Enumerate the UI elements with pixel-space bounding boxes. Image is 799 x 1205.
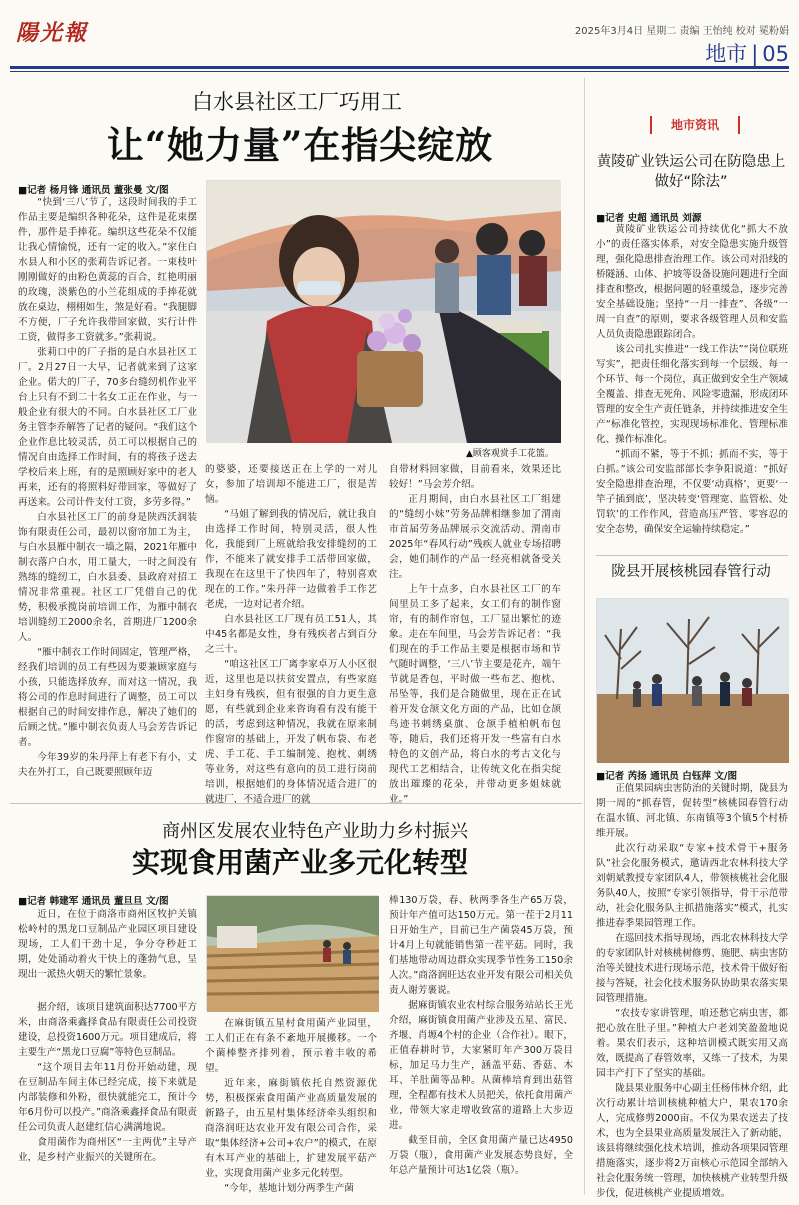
paragraph: 棒130万袋，春、秋两季各生产65万袋，预计年产值可达150万元。第一茬于2月11日开始生产，目前已生产菌袋45万袋，预计4月上旬就能销售第一茬平菇。同时，我们基地带动周边群众实现季节性务工150余人次。”商洛润旺达农业开发有限公司相关负责人谢芳裹说。	[389, 895, 573, 996]
paragraph: “咱这社区工厂离李家卓万人小区很近，这里也是以扶贫安置点，有些家庭主妇身有残疾，但有很强的自力更生意愿，有些就到企业来咨询看有没有能干的活，考虑到这种情况，我就在原来制作窗帘的基础上，开发了帆布袋、布老虎、手工花、手工编制笼、抱枕、刺绣等业务，对这些有意向的员工进行岗前培训，根据她们的身体情况适合进厂的就进厂，不适合进厂的就	[205, 659, 377, 805]
article2-col2	[205, 1016, 377, 1195]
sidebar-story1-byline: ■记者 史超 通讯员 刘源	[596, 213, 702, 224]
paragraph: 据麻街镇农业农村综合服务站站长王光介绍，麻街镇食用菌产业涉及五星、富民、齐堰、肖塬4个村的企业（合作社）。眼下，正值春耕时节，大家紧盯年产300万袋目标，加足马力生产，涵盖平菇、香菇、木耳、羊肚菌等品种。从菌棒培育到出菇管理，全程都有技术人员把关，依托食用菌产业，带领大家走增收致富的道路上大步迈进。	[389, 1000, 573, 1131]
article1-photo	[206, 180, 560, 442]
article2-photo	[206, 895, 378, 1011]
paragraph: 张莉口中的厂子指的是白水县社区工厂。2月27日一大早，记者就来到了这家企业。偌大的厂子，70多台缝纫机作业平台上只有不到二十名女工正在作业，与一般企业有很大的不同。白水县社区工厂业务主管李乔解答了记者的疑问。“我们这个企业作息比较灵活，员工可以根据自己的情况自由选择工作时间，有的将孩子送去学校后来上班，有的是照顾好家中的老人再来，还有的将照料好带回家，等做好了再送来。公司计件支付工资，多劳多得。”	[18, 347, 197, 508]
issue-meta: 2025年3月4日 星期二 责编 王怡纯 校对 冕粉娟	[574, 26, 789, 37]
paragraph: “农技专家讲管理，咱还愁它病虫害，都把心放在肚子里。”种植大户老刘笑盈盈地说着。果农们表示，这种培训模式既实用又高效，既提高了春管效率，又练一了技术，为果园丰产打下了坚实的基础。	[596, 1008, 788, 1079]
sidebar-story2-title: 陇县开展核桃园春管行动	[611, 564, 771, 580]
paragraph: 上午十点多，白水县社区工厂的车间里员工多了起来，女工们有的制作窗帘，有的制作帘包，工厂显出繁忙的迹象。走在车间里，马会芳告诉记者：“我们现在的手工作品主要是根据市场和节气随时调整，‘三八’节主要是花卉，端午节就是香包，平时做一些布艺、抱枕、吊坠等，我们是合随做里，现在正在试着开发仓颉文化方面的产品，比如仓颉鸟迹书刺绣桌旗、仓颉手植柏帆布包等，随后，我们还将开发一些富有白水特色的文创产品，将白水的考古文化与现代工艺相结合，让传统文化在指尖绽放出璀璨的花朵，并带动更多姐妹就业。”	[389, 584, 561, 805]
sidebar-story1-title: 黄陵矿业铁运公司在防隐患上做好“除法”	[596, 154, 786, 190]
article2-col1	[18, 1000, 197, 1195]
paragraph: 在麻街镇五星村食用菌产业园里，工人们正在有条不紊地开展搬移。一个个菌棒整齐排列着，预示着丰收的希望。	[205, 1018, 377, 1074]
paragraph: “今年，基地计划分两季生产菌	[224, 1183, 354, 1194]
paragraph: 黄陵矿业铁运公司持续优化“抓大不放小”的责任落实体系，对安全隐患实施升级管理，强化隐患排查治理工作。该公司对沿线的桥隧涵、山体、护坡等设备设施问题进行全面排查和整改，根据问题的轻重缓急，逐步完善安全基础设施；坚持“一月一排查”、各级“一周一自查”的原则，要求各级管理人员和安监人员负责隐患跟踪闭合。	[596, 224, 788, 340]
sidebar-photo	[596, 598, 788, 762]
paragraph: 白水县社区工厂现有员工51人，其中45名都是女性，身有残疾者占到百分之三十。	[205, 614, 377, 655]
paragraph: 据介绍，该项目建筑面积达7700平方米，由商洛乘鑫择食品有限责任公司投资建设，总投资1600万元。项目建成后，将主要生产“黑龙口豆腐”等特色豆制品。	[18, 1002, 197, 1058]
section-name: 地市	[705, 42, 748, 66]
paragraph: 正值果园病虫害防治的关键时期，陇县为期一周的“抓春管，促转型”核桃园春管行动在温水镇、河北镇、东南镇等3个镇5个村桥维开展。	[596, 783, 788, 839]
paragraph: 食用菌作为商州区“一主两优”主导产业，是乡村产业振兴的关键所在。	[18, 1137, 197, 1163]
paragraph: 今年39岁的朱丹萍上有老下有小，丈夫在外打工，自己既要照顾年迈	[18, 752, 197, 778]
page-number: 05	[762, 42, 789, 66]
sidebar-divider	[596, 555, 788, 556]
sidebar-story2-body	[596, 781, 788, 1199]
paragraph: 白水县社区工厂的前身是陕西沃润装饰有限责任公司，最初以窗帘加工为主，与白水县雁中制衣一墙之隔，2021年雁中制衣落户白水，用工量大，一时之间没有熟练的缝纫工，白水县委、县政府对招工情况非常重视。社区工厂凭借自己的优势，积极承揽岗前培训工作，为雁中制衣培训缝纫工2000余名，首期进厂1200余人。	[18, 512, 197, 643]
section-label: 地市 | 05	[705, 42, 789, 66]
header-rule-thin	[10, 71, 789, 72]
header-rule	[10, 66, 789, 69]
article-divider	[10, 803, 582, 804]
article1-photo-caption: ▲顾客观赏手工花篮。	[466, 449, 554, 459]
article1-col2	[205, 462, 377, 805]
paragraph: 此次行动采取“专家+技术骨干+服务队”社会化服务模式，邀请西北农林科技大学刘朝斌教授专家团队4人，带领核桃社会化服务队40人，按照“专家引领指导，骨干示范带动，社会化服务队主抓措施落实”模式，扎实推进春季果园管理工作。	[596, 843, 788, 929]
article1-subtitle: 白水县社区工厂巧用工	[192, 90, 402, 114]
paragraph: 自带材料回家做，目前看来，效果还比较好！”马会芳介绍。	[389, 464, 561, 490]
article2-subtitle: 商州区发展农业特色产业助力乡村振兴	[162, 821, 468, 842]
article2-headline: 实现食用菌产业多元化转型	[131, 846, 468, 879]
article1-col3	[389, 462, 561, 805]
article2-col1-top	[18, 907, 197, 997]
article2-byline: ■记者 韩建军 通讯员 董旦旦 文/图	[18, 896, 169, 907]
paragraph: “快到‘三八’节了，这段时间我的手工作品主要是编织各种花朵，这件是花束摆件，那件是手捧花。编织这些花朵不仅能让我心情愉悦，还有一定的收入。”家住白水县人和小区的张莉告诉记者。一束枝叶刚刚做好的由粉色黄蕊的百合，红艳明丽的玫瑰，淡紫色的小兰花组成的手捧花就放在桌边，栩栩如生，煞是好看。“我腿脚不方便，厂子允许我带回家做，实行计件工资，做得多工资就多。”张莉说。	[18, 197, 197, 343]
article1-byline: ■记者 杨月锋 通讯员 董张曼 文/图	[18, 185, 169, 196]
paragraph: 陇县果业服务中心副主任杨伟林介绍，此次行动累计培训核桃种植大户，果农170余人，完成修剪2000亩。不仅为果农送去了技术，也为全县果业高质量发展注入了新动能，该县将继续强化技术培训，推动各项果园管理措施落实，逐步将2万亩核心示范园全部纳入社会化服务统一管理，加快核桃产业转型升级步伐，促进核桃产业提质增效。	[596, 1083, 788, 1199]
article1-col1	[18, 195, 197, 789]
paragraph: 正月期间，由白水县社区工厂组建的“缝纫小妹”劳务品牌相继参加了渭南市首届劳务品牌展示交流活动、渭南市2025年“春风行动”残疾人就业专场招聘会，她们制作的产品一经亮相就备受关注。	[389, 494, 561, 580]
paragraph: 截至目前，全区食用菌产量已达4950万袋（瓶），食用菌产业发展态势良好，全年总产量预计可达1亿袋（瓶）。	[389, 1135, 573, 1176]
paragraph: 的婆婆，还要接送正在上学的一对儿女，参加了培训却不能进工厂，很是苦恼。	[205, 464, 377, 505]
paragraph: “抓而不紧，等于不抓；抓而不实，等于白抓。”该公司安监部部长李争阳说道：“抓好安全隐患排查治理，不仅要‘动真格’，更要‘一竿子插到底’，坚决转变‘管理宽、监管松、处罚软’的工作作风，营造高压严管、零容忍的安全态势，确保安全运输持续稳定。”	[596, 449, 788, 535]
sidebar-story2-byline: ■记者 芮扬 通讯员 白钰萍 文/图	[596, 771, 738, 782]
sidebar-section-tag: 地市资讯	[650, 116, 740, 134]
article1-headline: 让“她力量”在指尖绽放	[106, 123, 494, 167]
paragraph: “马姐了解到我的情况后，就让我自由选择工作时间，特别灵活，很人性化，我能到厂上班就给我安排缝纫的工作，不能来了就安排手工活带回家做，我现在在这里干了快四年了，特别喜欢现在的工作。”朱丹萍一边做着手工作艺老虎，一边对记者介绍。	[205, 509, 377, 610]
handcraft-photo	[207, 181, 561, 443]
paragraph: “这个项目去年11月份开始动建，现在豆制品车间主体已经完成，接下来就是内部装修和外粉，很快就能完工，预计今年6月份可以投产。”商洛乘鑫择食品有限责任公司负责人赵建红信心满满地说。	[18, 1062, 197, 1133]
paragraph: “雁中制衣工作时间固定，管理严格，经我们培训的员工有些因为要兼顾家庭与小孩，只能选择放弃，而对这一情况，我将公司的作息时间进行了调整，员工可以根据自己的时间安排作息，解决了她们的后顾之忧。”雁中制衣负责人马会芳告诉记者。	[18, 647, 197, 748]
orchard-photo	[597, 599, 789, 763]
paragraph: 近年来，麻街镇依托自然资源优势，积极探索食用菌产业高质量发展的新路子，由五星村集体经济牵头组织和商洛润旺达农业开发有限公司合作，采取“集体经济+公司+农户”的模式，在原有木耳产业的基础上，扩建发展平菇产业，实现食用菌产业多元化转型。	[205, 1078, 377, 1179]
sidebar-story1-body	[596, 222, 788, 552]
mushroom-farm-photo	[207, 896, 379, 1012]
paragraph: 该公司扎实推进“一线工作法”“岗位联班写实”，把责任细化落实到每一个层级、每一个环节、每一个岗位，真正做到安全生产领域全覆盖、排查无死角、风险零遗漏，形成闭环管理的安全生产责任链条，并持续推进安全生产“标准化管控，实现现场标准化、管理标准化、操作标准化。	[596, 344, 788, 445]
article2-col3	[389, 893, 573, 1195]
column-divider	[584, 78, 585, 1195]
newspaper-logo: 陽光報	[16, 20, 89, 46]
paragraph: 近日，在位于商洛市商州区牧护关镇松岭村的黑龙口豆制品产业园区项目建设现场，工人们干劲十足，争分夺秒赶工期，处处涌动着火干快上的蓬勃气息，呈现出一派热火朝天的繁忙景象。	[18, 909, 197, 980]
paragraph: 在巡回技术指导现场，西北农林科技大学的专家团队针对核桃树修剪、施肥、病虫害防治等关键技术进行现场示范，技术骨干做好衔接与答疑，社会化技术服务队协助果农落实果园管理措施。	[596, 933, 788, 1004]
